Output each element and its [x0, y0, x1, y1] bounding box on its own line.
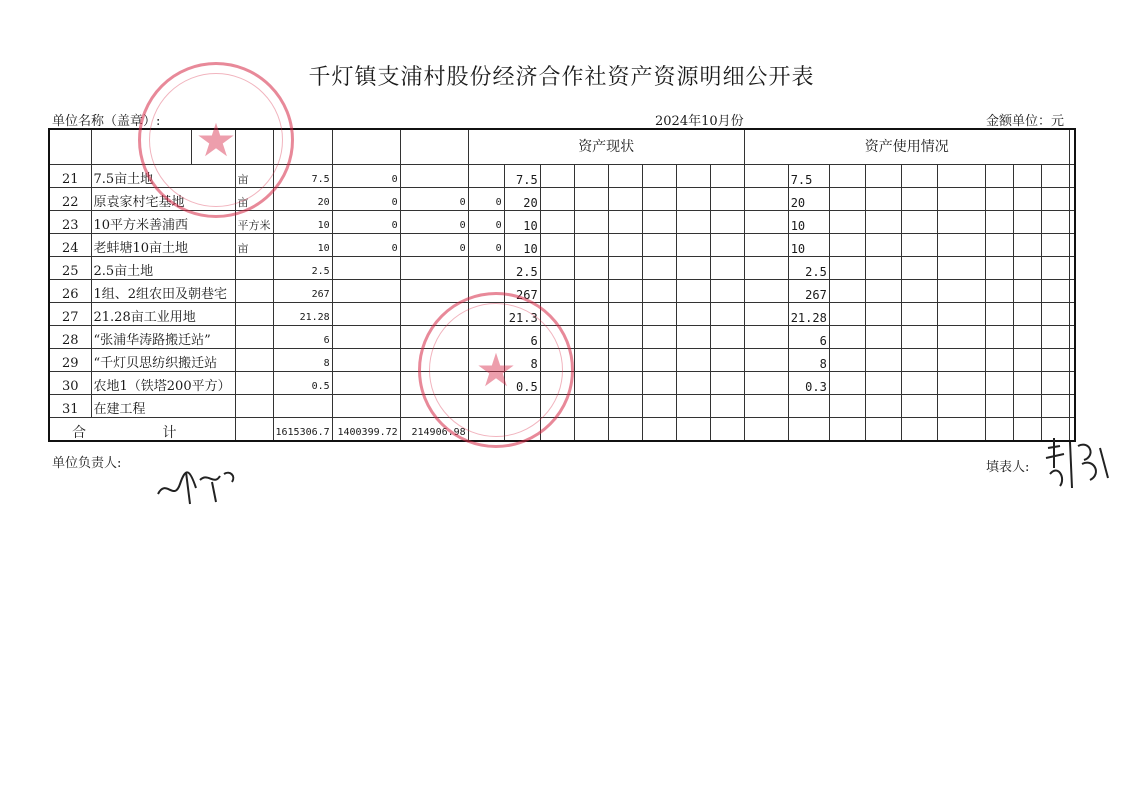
value-cell: 267 [273, 280, 332, 303]
page-title: 千灯镇支浦村股份经济合作社资产资源明细公开表 [308, 65, 815, 90]
status-quantity-cell: 0.5 [504, 372, 540, 395]
status-quantity-cell: 21.3 [504, 303, 540, 326]
asset-unit: 亩 [235, 165, 273, 188]
row-number: 31 [49, 395, 91, 418]
value-cell [468, 165, 504, 188]
value-cell: 0 [400, 211, 468, 234]
value-cell: 0 [468, 234, 504, 257]
row-number: 22 [49, 188, 91, 211]
total-value-cell: 1400399.72 [332, 418, 400, 442]
row-number: 30 [49, 372, 91, 395]
value-cell [273, 395, 332, 418]
status-quantity-cell: 20 [504, 188, 540, 211]
period-label: 2024年10月份 [655, 114, 744, 129]
value-cell [400, 257, 468, 280]
value-cell [332, 395, 400, 418]
asset-unit: 亩 [235, 188, 273, 211]
usage-quantity-cell: 20 [788, 188, 829, 211]
asset-name: “千灯贝思纺织搬迁站 [91, 349, 235, 372]
value-cell [332, 372, 400, 395]
asset-unit [235, 280, 273, 303]
row-number: 24 [49, 234, 91, 257]
value-cell: 0 [332, 165, 400, 188]
table-row [49, 234, 1075, 257]
asset-usage-header: 资产使用情况 [744, 129, 1069, 165]
value-cell: 0.5 [273, 372, 332, 395]
asset-name: “张浦华涛路搬迁站” [91, 326, 235, 349]
official-seal-top [138, 62, 294, 218]
status-quantity-cell: 7.5 [504, 165, 540, 188]
asset-name: 2.5亩土地 [91, 257, 235, 280]
value-cell: 10 [273, 234, 332, 257]
value-cell: 20 [273, 188, 332, 211]
row-number: 21 [49, 165, 91, 188]
value-cell [332, 257, 400, 280]
asset-name: 21.28亩工业用地 [91, 303, 235, 326]
value-cell [400, 165, 468, 188]
status-quantity-cell: 10 [504, 211, 540, 234]
asset-name: 1组、2组农田及朝巷宅 [91, 280, 235, 303]
row-number: 23 [49, 211, 91, 234]
usage-quantity-cell: 7.5 [788, 165, 829, 188]
asset-unit: 亩 [235, 234, 273, 257]
star-icon: ★ [195, 113, 237, 167]
asset-name: 农地1（铁塔200平方） [91, 372, 235, 395]
usage-quantity-cell: 21.28 [788, 303, 829, 326]
value-cell: 6 [273, 326, 332, 349]
value-cell [332, 280, 400, 303]
status-quantity-cell: 2.5 [504, 257, 540, 280]
value-cell [332, 349, 400, 372]
value-cell: 0 [332, 211, 400, 234]
table-row [49, 303, 1075, 326]
status-quantity-cell: 6 [504, 326, 540, 349]
official-seal-bottom [418, 292, 574, 448]
asset-unit [235, 372, 273, 395]
asset-unit [235, 303, 273, 326]
row-number: 29 [49, 349, 91, 372]
value-cell [400, 280, 468, 303]
asset-name: 在建工程 [91, 395, 235, 418]
asset-name: 7.5亩土地 [91, 165, 235, 188]
row-number: 25 [49, 257, 91, 280]
usage-quantity-cell: 2.5 [788, 257, 829, 280]
filler-signature [1038, 428, 1118, 498]
usage-quantity-cell [788, 395, 829, 418]
usage-quantity-cell: 8 [788, 349, 829, 372]
status-quantity-cell: 267 [504, 280, 540, 303]
value-cell: 0 [400, 188, 468, 211]
value-cell: 0 [400, 234, 468, 257]
usage-quantity-cell: 0.3 [788, 372, 829, 395]
asset-name: 老蚌塘10亩土地 [91, 234, 235, 257]
total-value-cell: 214906.98 [400, 418, 468, 442]
usage-quantity-cell: 6 [788, 326, 829, 349]
row-number: 26 [49, 280, 91, 303]
total-row [49, 418, 1075, 442]
asset-unit: 平方米 [235, 211, 273, 234]
value-cell: 0 [468, 211, 504, 234]
value-cell [332, 303, 400, 326]
value-cell: 8 [273, 349, 332, 372]
asset-status-header: 资产现状 [468, 129, 744, 165]
value-cell [332, 326, 400, 349]
status-quantity-cell: 10 [504, 234, 540, 257]
unit-head-signature [150, 452, 250, 512]
unit-head-label: 单位负责人: [52, 456, 122, 471]
value-cell: 0 [332, 234, 400, 257]
asset-unit [235, 257, 273, 280]
value-cell: 0 [332, 188, 400, 211]
star-icon: ★ [475, 343, 517, 397]
usage-quantity-cell: 10 [788, 211, 829, 234]
asset-name: 10平方米善浦西 [91, 211, 235, 234]
asset-unit [235, 349, 273, 372]
asset-unit [235, 395, 273, 418]
usage-quantity-cell: 10 [788, 234, 829, 257]
value-cell: 2.5 [273, 257, 332, 280]
unit-name-label: 单位名称（盖章）: [52, 114, 161, 129]
value-cell: 21.28 [273, 303, 332, 326]
value-cell: 0 [468, 188, 504, 211]
asset-name: 原袁家村宅基地 [91, 188, 235, 211]
total-value-cell: 1615306.7 [273, 418, 332, 442]
status-quantity-cell: 8 [504, 349, 540, 372]
asset-unit [235, 326, 273, 349]
filler-label: 填表人: [986, 460, 1030, 475]
value-cell [468, 257, 504, 280]
usage-quantity-cell: 267 [788, 280, 829, 303]
value-cell: 7.5 [273, 165, 332, 188]
amount-unit-label: 金额单位：元 [986, 114, 1065, 129]
row-number: 27 [49, 303, 91, 326]
total-label: 合 计 [49, 418, 235, 442]
table-row [49, 280, 1075, 303]
value-cell: 10 [273, 211, 332, 234]
row-number: 28 [49, 326, 91, 349]
table-row [49, 257, 1075, 280]
